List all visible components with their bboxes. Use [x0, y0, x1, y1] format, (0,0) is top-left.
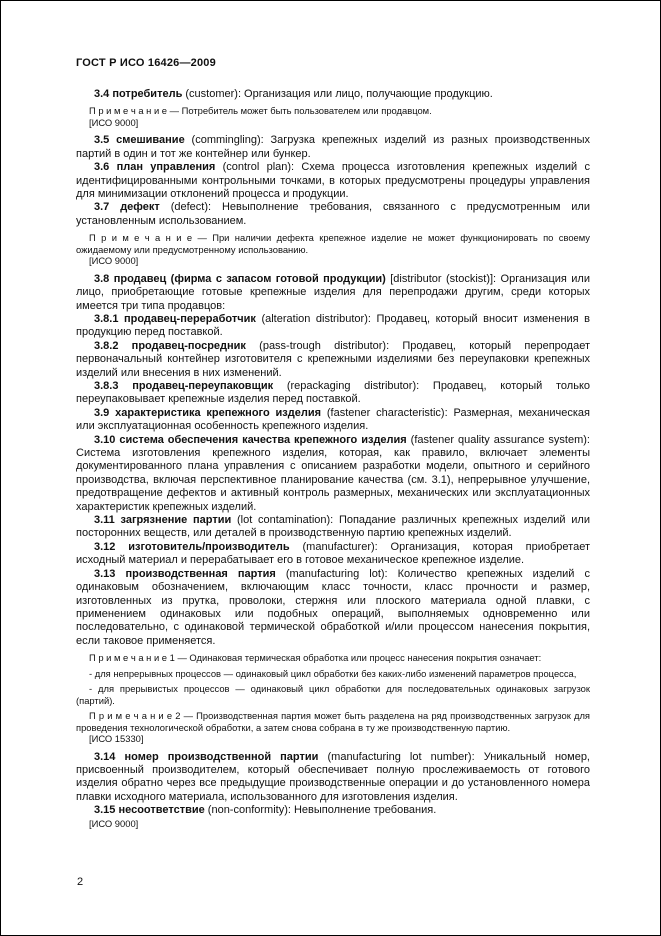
note-text: П р и м е ч а н и е — При наличии дефекта крепежное изделие не может функционировать по своему ожидаемому или предусмотренному использованию. [76, 232, 590, 255]
term-number-and-name: 3.5 смешивание [94, 134, 185, 147]
term-number-and-name: 3.6 план управления [94, 161, 216, 174]
note-text: П р и м е ч а н и е — Потребитель может быть пользователем или продавцом. [89, 105, 432, 117]
term-entry-3.8.2: 3.8.2 продавец-посредник (pass-trough distributor): Продавец, который перепродает первоначальный контейнер изготовителя с крепежными изделиями без переупаковки крепежных изделий или внесения в них изменений. [76, 339, 590, 379]
term-number-and-name: 3.13 производственная партия [94, 567, 276, 580]
standard-reference: [ИСО 9000] [89, 116, 139, 128]
term-entry-3.7: 3.7 дефект (defect): Невыполнение требования, связанного с предусмотренным или установленным использованием. [76, 201, 590, 227]
term-entry-3.10: 3.10 система обеспечения качества крепежного изделия (fastener quality assurance system): Система изготовления крепежного изделия, которая, как правило, включает элементы документированного плана управления с описанием разработки модели, опытного и серийного производства, включая перспективное планирование качества (см. 3.1), непрерывное улучшение, предотвращение дефектов и активный контроль размерных, механических или эксплуатационных характеристик крепежных изделий. [76, 433, 590, 513]
term-entry-3.15: 3.15 несоответствие (non-conformity): Невыполнение требования. [94, 804, 437, 817]
standard-designation: ГОСТ Р ИСО 16426—2009 [76, 57, 216, 69]
term-entry-3.9: 3.9 характеристика крепежного изделия (fastener characteristic): Размерная, механическая или эксплуатационная особенность крепежного изделия. [76, 406, 590, 433]
term-number-and-name: 3.14 номер производственной партии [94, 750, 319, 763]
term-number-and-name: 3.12 изготовитель/производитель [94, 540, 290, 553]
standard-reference: [ИСО 9000] [89, 255, 139, 267]
term-entry-3.8: 3.8 продавец (фирма с запасом готовой продукции) [distributor (stockist)]: Организация или лицо, приобретающие готовые крепежные изделия для перепродажи другим, среди которых имеется три типа продавцов: [76, 272, 590, 312]
page-number: 2 [77, 876, 84, 888]
term-number-and-name: 3.9 характеристика крепежного изделия [94, 406, 322, 419]
note-text: П р и м е ч а н и е 2 — Производственная партия может быть разделена на ряд производственных загрузок для проведения технологической обработки, а затем снова собрана в ту же производственную партию. [76, 710, 590, 733]
note-text: - для непрерывных процессов — одинаковый цикл обработки без каких-либо изменений параметров процесса, [89, 667, 577, 679]
term-entry-3.14: 3.14 номер производственной партии (manufacturing lot number): Уникальный номер, присвоенный производителем, который обеспечивает полную прослеживаемость от готового изделия обратно через все предыдущие производственные операции и до установленного номера плавки исходного материала, использованного для изготовления изделия. [76, 750, 590, 803]
term-entry-3.4: 3.4 потребитель (customer): Организация или лицо, получающие продукцию. [94, 88, 493, 100]
term-number-and-name: 3.8.3 продавец-переупаковщик [94, 380, 274, 392]
term-number-and-name: 3.8 продавец (фирма с запасом готовой продукции) [94, 272, 386, 285]
term-number-and-name: 3.10 система обеспечения качества крепежного изделия [94, 433, 407, 446]
note-text: - для прерывистых процессов — одинаковый цикл обработки для последовательных одинаковых загрузок (партий). [76, 683, 590, 706]
term-entry-3.12: 3.12 изготовитель/производитель (manufacturer): Организация, которая приобретает исходный материал и перерабатывает его в готовое механическое крепежное изделие. [76, 540, 590, 567]
term-entry-3.13: 3.13 производственная партия (manufacturing lot): Количество крепежных изделий с одинаковым обозначением, включающим класс точности, класс прочности и размер, изготовленных из прутка, проволоки, стержня или плоского материала одной плавки, с применением одинаковых или подобных операций, выполняемых одновременно или последовательно, с одинаковой термической обработкой и/или процессом нанесения покрытия, если таковое применяется. [76, 567, 590, 647]
term-number-and-name: 3.11 загрязнение партии [94, 514, 232, 527]
standard-reference: [ИСО 9000] [89, 817, 139, 829]
term-number-and-name: 3.8.2 продавец-посредник [94, 339, 246, 352]
term-entry-3.5: 3.5 смешивание (commingling): Загрузка крепежных изделий из разных производственных партий в один и тот же контейнер или бункер. [76, 134, 590, 160]
term-entry-3.11: 3.11 загрязнение партии (lot contamination): Попадание различных крепежных изделий или посторонних веществ, или деталей в производственную партию крепежных изделий. [76, 514, 591, 540]
term-entry-3.8.1: 3.8.1 продавец-переработчик (alteration distributor): Продавец, который вносит изменения в продукцию перед поставкой. [76, 312, 591, 339]
term-number-and-name: 3.8.1 продавец-переработчик [94, 312, 256, 325]
standard-reference: [ИСО 15330] [89, 733, 144, 745]
term-number-and-name: 3.15 несоответствие [94, 804, 205, 817]
term-number-and-name: 3.4 потребитель [94, 88, 183, 100]
term-entry-3.6: 3.6 план управления (control plan): Схема процесса изготовления крепежных изделий с идентифицированными контрольными точками, в которых предусмотрены процедуры управления для минимизации отклонений процесса и продукции. [76, 161, 590, 201]
term-entry-3.8.3: 3.8.3 продавец-переупаковщик (repackaging distributor): Продавец, который только переупаковывает крепежные изделия перед поставкой. [76, 380, 590, 406]
note-text: П р и м е ч а н и е 1 — Одинаковая термическая обработка или процесс нанесения покрытия означает: [89, 652, 542, 664]
document-body [76, 88, 590, 829]
term-number-and-name: 3.7 дефект [94, 201, 160, 214]
